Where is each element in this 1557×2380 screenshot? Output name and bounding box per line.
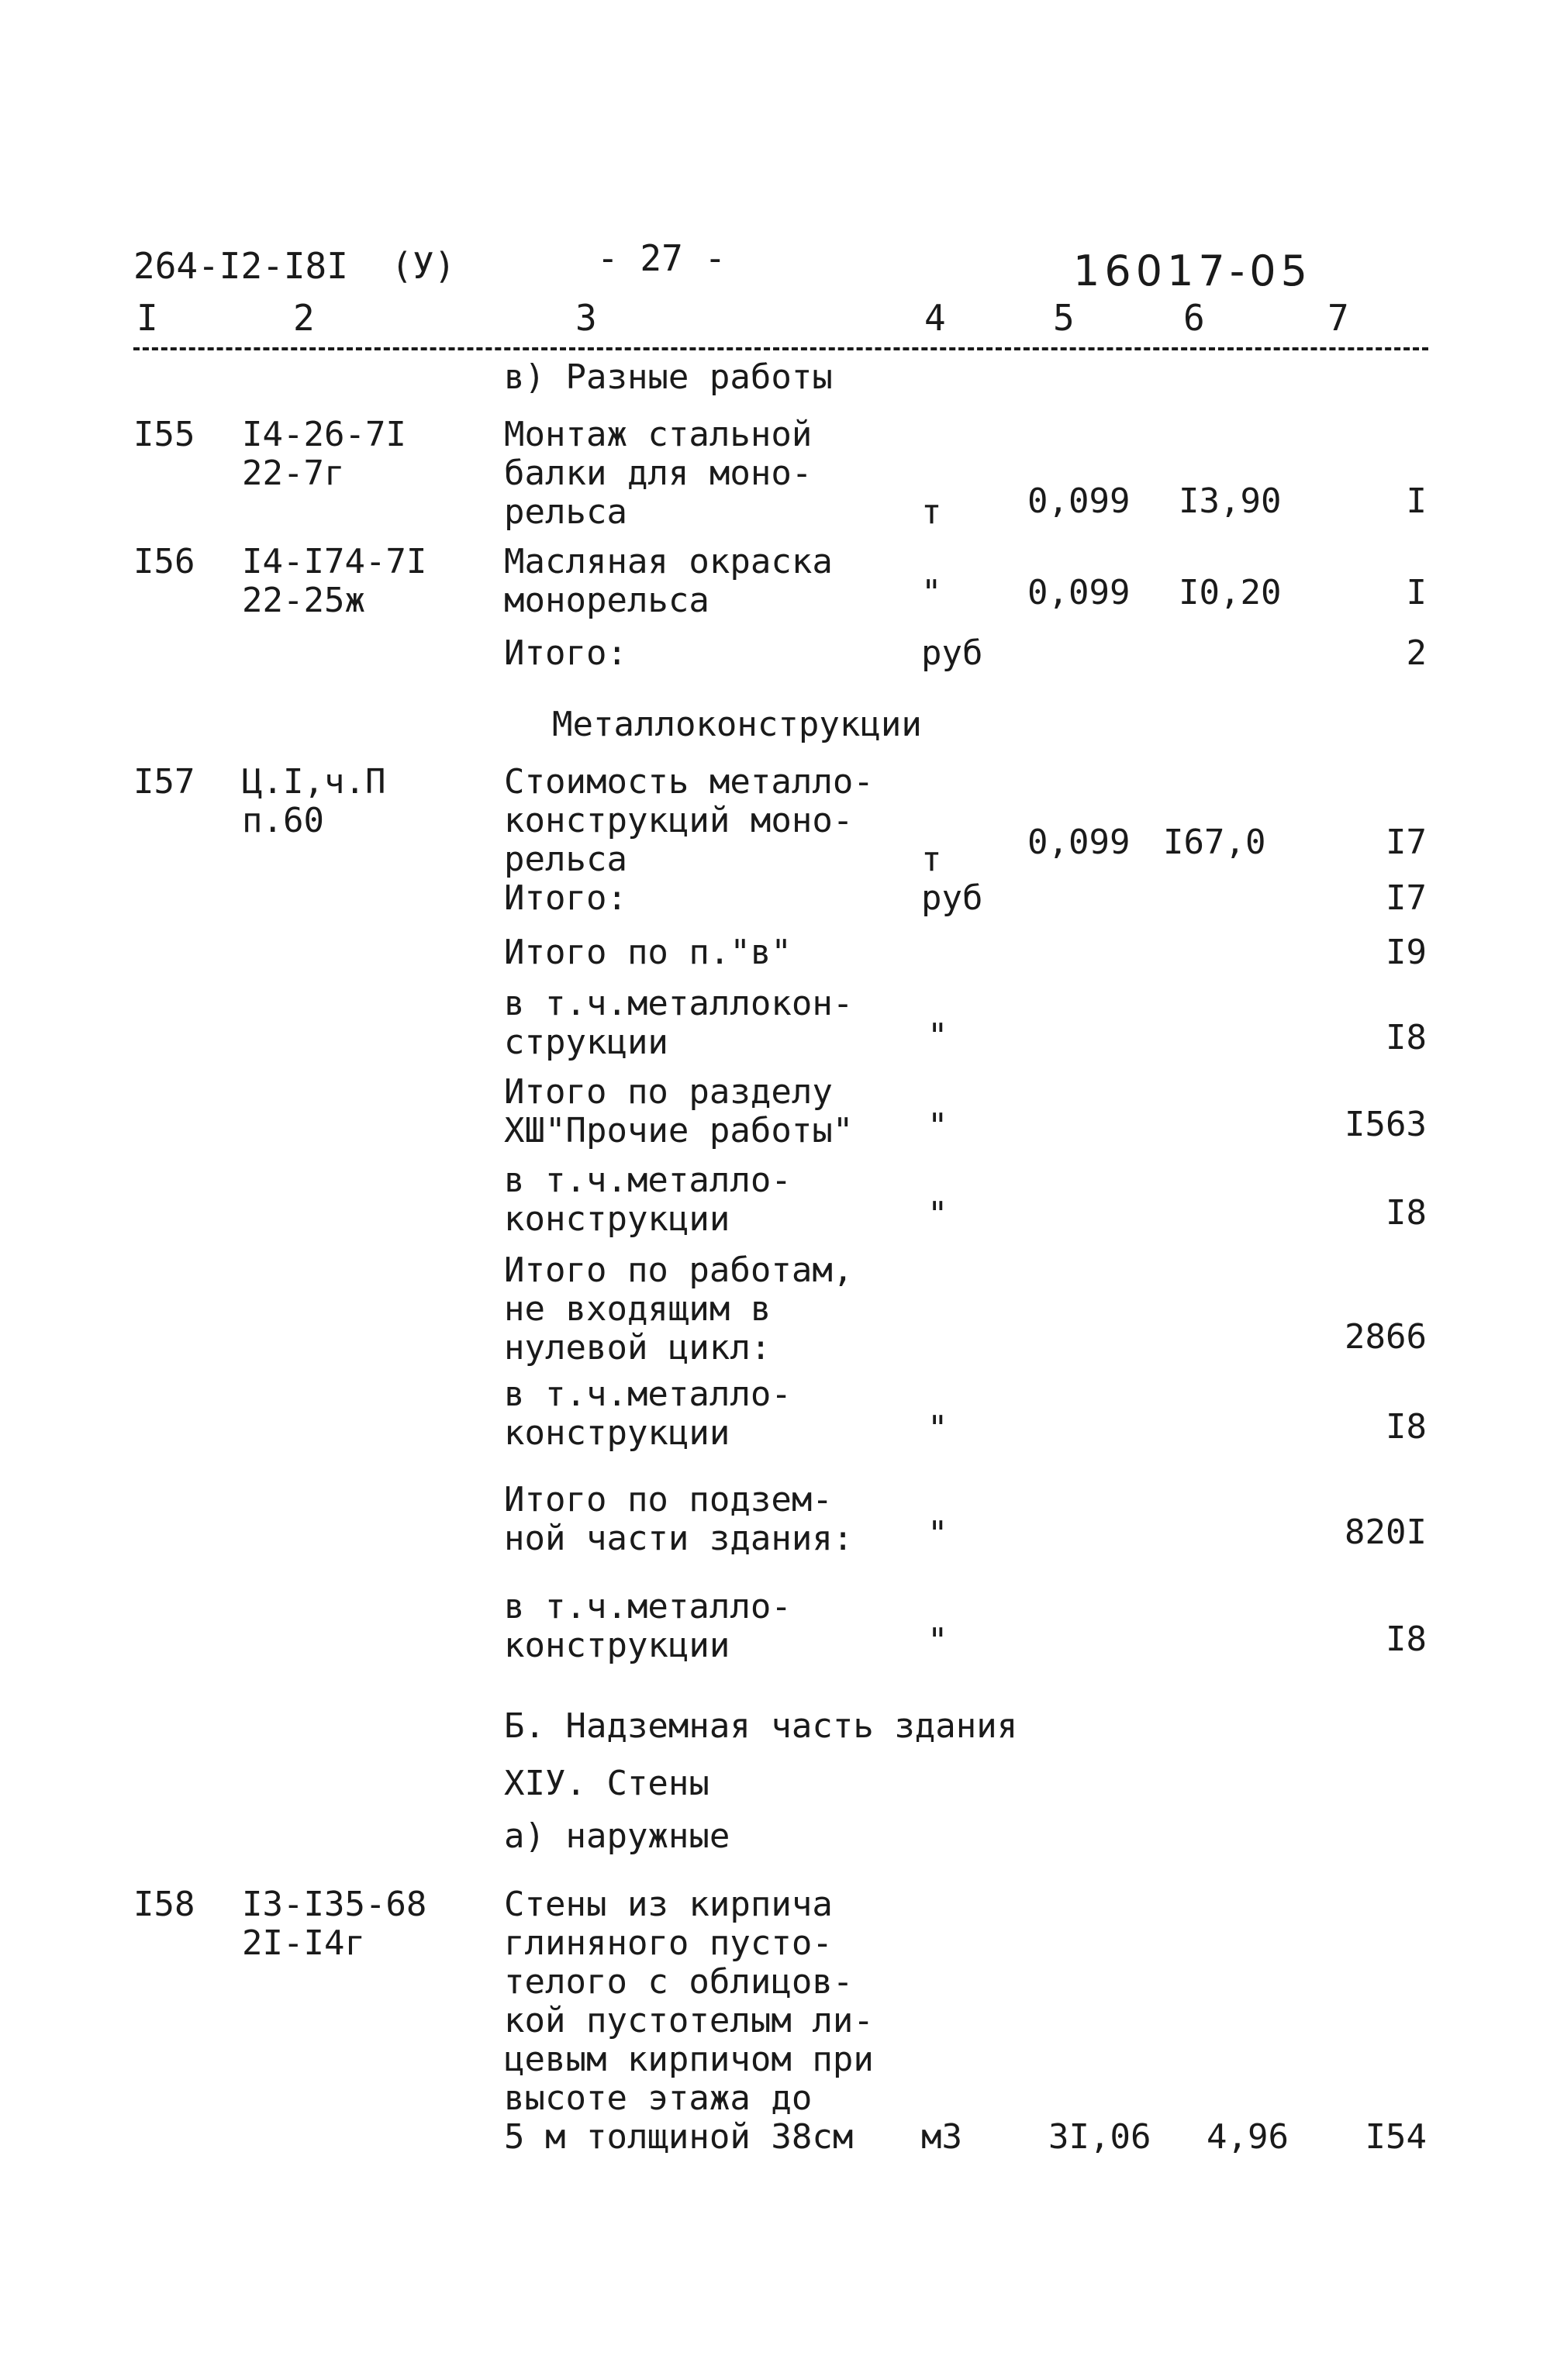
summary-line: Итого по работам, [504, 1250, 854, 1290]
summary-value: I8 [1386, 1193, 1427, 1233]
summary-value: I8 [1386, 1018, 1427, 1057]
quantity: 0,099 [1027, 823, 1131, 862]
subtotal-unit: руб [921, 878, 983, 918]
description-line: Монтаж стальной [504, 415, 813, 454]
summary-line: конструкции [504, 1626, 730, 1665]
subtotal-value: I7 [1386, 878, 1427, 918]
column-number-4: 4 [924, 297, 946, 339]
column-number-7: 7 [1327, 297, 1349, 339]
subtotal-label: Итого: [504, 878, 627, 918]
quantity: 0,099 [1027, 481, 1131, 521]
section-heading: Металлоконструкции [552, 705, 922, 744]
row-number: I55 [133, 415, 195, 454]
column-number-3: 3 [575, 297, 597, 339]
section-heading: в) Разные работы [504, 357, 833, 397]
norm-code: Ц.I,ч.П [242, 762, 386, 802]
norm-code-sub: 22-7г [242, 454, 345, 493]
summary-value: I8 [1386, 1407, 1427, 1447]
description-line: монорельса [504, 581, 709, 620]
unit-price: I67,0 [1163, 823, 1266, 862]
description-line: глиняного пусто- [504, 1923, 833, 1963]
norm-code: I4-26-7I [242, 415, 406, 454]
summary-line: ХШ"Прочие работы" [504, 1111, 854, 1150]
row-number: I56 [133, 542, 195, 581]
section-subheading: ХIУ. Стены [504, 1764, 709, 1803]
quantity: 0,099 [1027, 573, 1131, 612]
description-line: 5 м толщиной 38см [504, 2117, 854, 2157]
summary-line: в т.ч.металлокон- [504, 984, 854, 1023]
subtotal-label: Итого по п."в" [504, 933, 792, 972]
total: I [1406, 573, 1427, 612]
handwritten-number: 16017-05 [1073, 247, 1312, 295]
row-number: I58 [133, 1885, 195, 1924]
ditto-mark: " [927, 1409, 948, 1448]
unit-price: I0,20 [1179, 573, 1282, 612]
ditto-mark: " [927, 1106, 948, 1146]
header-divider [133, 347, 1428, 350]
ditto-mark: " [927, 1621, 948, 1661]
description-line: рельса [504, 492, 627, 532]
summary-line: струкции [504, 1023, 668, 1062]
description-line: балки для моно- [504, 454, 813, 493]
column-number-2: 2 [293, 297, 315, 339]
norm-code: I3-I35-68 [242, 1885, 427, 1924]
subtotal-label: Итого: [504, 633, 627, 673]
description-line: высоте этажа до [504, 2078, 813, 2118]
summary-value: I563 [1345, 1105, 1427, 1144]
description-line: конструкций моно- [504, 801, 854, 840]
description-line: Стены из кирпича [504, 1885, 833, 1924]
summary-line: в т.ч.металло- [504, 1161, 792, 1200]
ditto-mark: " [927, 1514, 948, 1554]
section-subheading: а) наружные [504, 1816, 730, 1856]
quantity: 3I,06 [1048, 2117, 1151, 2157]
unit: " [921, 573, 942, 612]
unit-price: 4,96 [1207, 2117, 1289, 2157]
summary-line: ной части здания: [504, 1519, 854, 1558]
description-line: Стоимость металло- [504, 762, 874, 802]
summary-line: Итого по подзем- [504, 1480, 833, 1519]
unit-price: I3,90 [1179, 481, 1282, 521]
summary-line: в т.ч.металло- [504, 1587, 792, 1626]
summary-line: не входящим в [504, 1289, 772, 1329]
summary-line: в т.ч.металло- [504, 1375, 792, 1414]
summary-value: 820I [1345, 1513, 1427, 1552]
norm-code-sub: 2I-I4г [242, 1923, 365, 1963]
summary-line: нулевой цикл: [504, 1328, 772, 1368]
description-line: рельса [504, 840, 627, 879]
description-line: телого с облицов- [504, 1962, 854, 2002]
norm-code-sub: 22-25ж [242, 581, 365, 620]
summary-line: Итого по разделу [504, 1072, 833, 1112]
total: I54 [1365, 2117, 1427, 2157]
column-number-1: I [136, 297, 158, 339]
description-line: цевым кирпичом при [504, 2040, 874, 2079]
description-line: Масляная окраска [504, 542, 833, 581]
total: I [1406, 481, 1427, 521]
page-number: - 27 - [597, 237, 727, 279]
ditto-mark: " [927, 1195, 948, 1234]
unit: т [921, 840, 942, 879]
summary-value: 2866 [1345, 1317, 1427, 1357]
total: I7 [1386, 823, 1427, 862]
summary-value: I8 [1386, 1619, 1427, 1659]
norm-code-sub: п.60 [242, 801, 324, 840]
subtotal-value: 2 [1406, 633, 1427, 673]
ditto-mark: " [927, 1016, 948, 1056]
subtotal-unit: руб [921, 633, 983, 673]
section-heading: Б. Надземная часть здания [504, 1706, 1018, 1746]
document-code: 264-I2-I8I (У) [133, 245, 456, 287]
unit: м3 [921, 2117, 962, 2157]
summary-line: конструкции [504, 1199, 730, 1239]
norm-code: I4-I74-7I [242, 542, 427, 581]
column-number-5: 5 [1053, 297, 1075, 339]
subtotal-value: I9 [1386, 933, 1427, 972]
unit: т [921, 492, 942, 532]
row-number: I57 [133, 762, 195, 802]
summary-line: конструкции [504, 1413, 730, 1453]
column-number-6: 6 [1183, 297, 1205, 339]
description-line: кой пустотелым ли- [504, 2001, 874, 2040]
